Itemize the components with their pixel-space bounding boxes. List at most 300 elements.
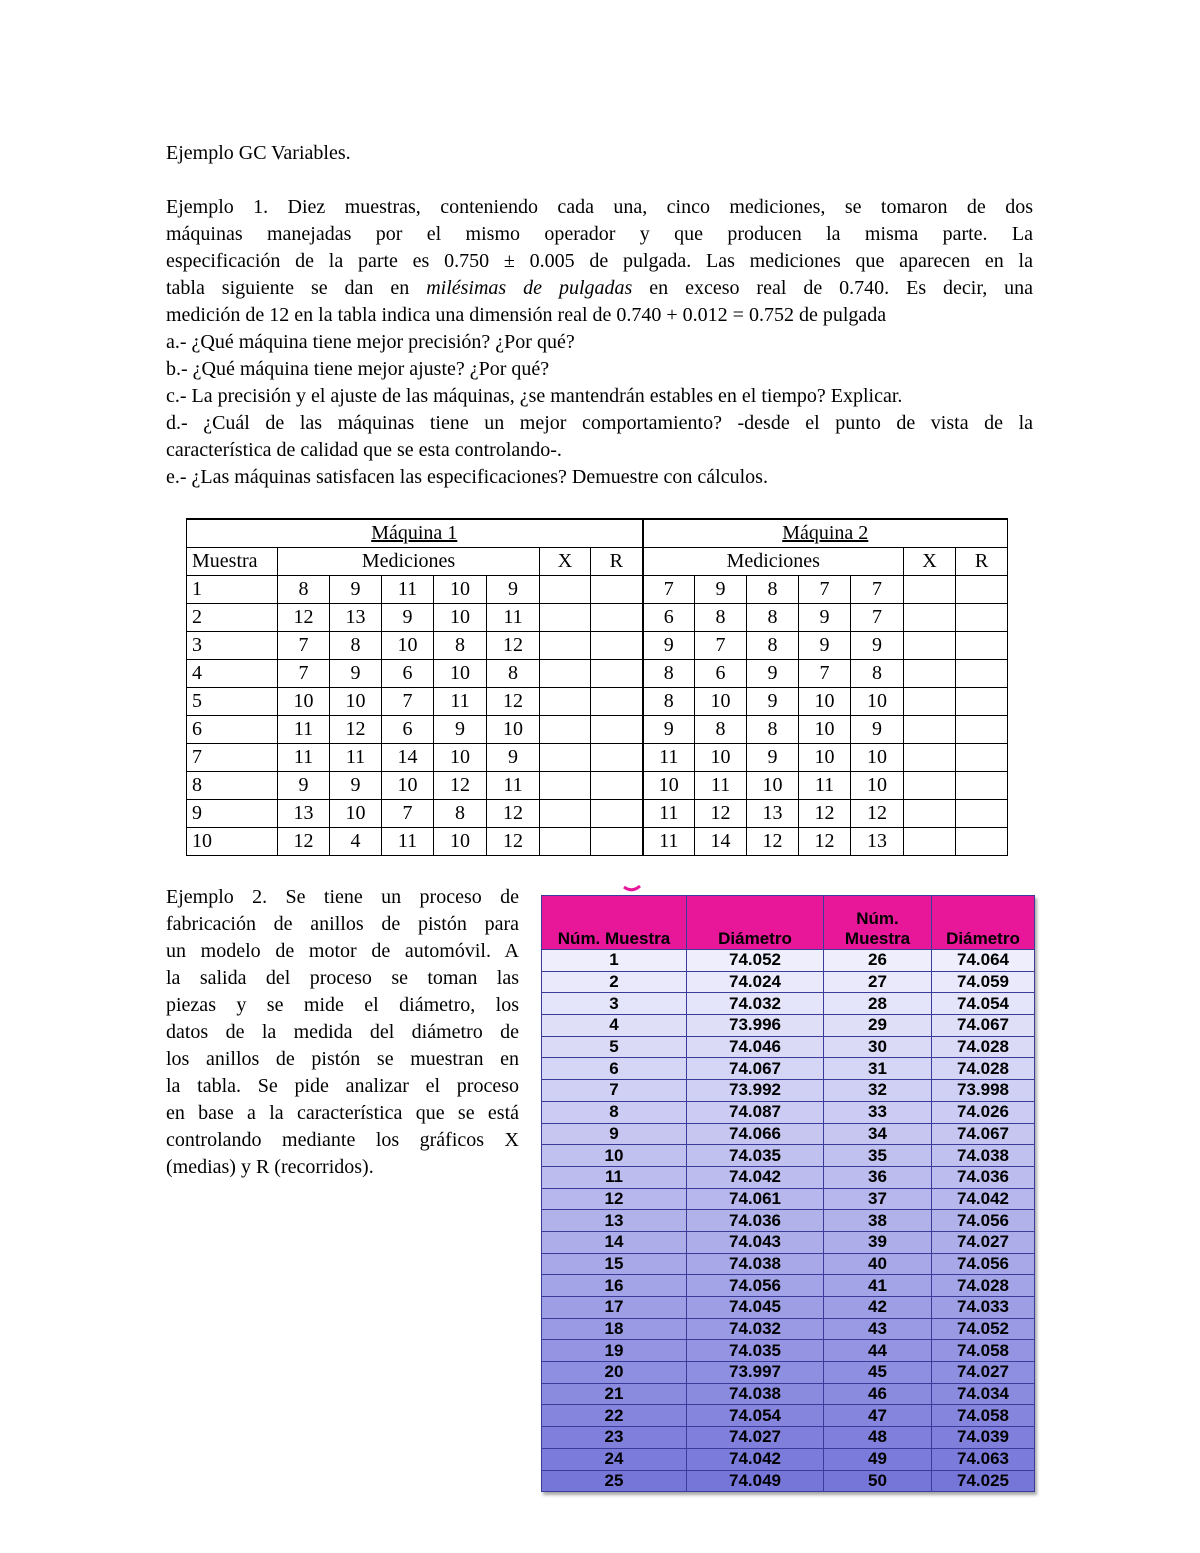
- machine-1-measurement-cell: 11: [487, 604, 540, 632]
- machine-2-measurement-cell: 10: [695, 688, 747, 716]
- machine-1-measurement-cell: 10: [434, 660, 487, 688]
- machine-1-measurement-cell: 9: [330, 772, 382, 800]
- machine-2-measurement-cell: 9: [799, 604, 851, 632]
- question-d-continued: característica de calidad que se esta controlando-.: [166, 439, 562, 461]
- table-row: [542, 1210, 1035, 1232]
- diameter-cell: 74.027: [932, 1362, 1035, 1384]
- diameter-cell: 74.038: [932, 1145, 1035, 1167]
- machines-table-body: [187, 519, 1008, 856]
- sample-number-cell: 33: [824, 1101, 932, 1123]
- machine-1-measurement-cell: 10: [434, 744, 487, 772]
- machine-2-measurement-cell: 12: [747, 828, 799, 856]
- sample-number-cell: 20: [542, 1362, 687, 1384]
- machine-1-measurement-cell: 13: [278, 800, 330, 828]
- paragraph-line: controlando mediante los gráficos X: [166, 1129, 519, 1151]
- sample-number-cell: 45: [824, 1362, 932, 1384]
- sample-number-cell: 7: [542, 1080, 687, 1102]
- paragraph-line: los anillos de pistón se muestran en: [166, 1048, 519, 1070]
- machine-1-r-cell: [591, 604, 643, 632]
- pink-mark-decoration: [623, 885, 641, 893]
- sample-number-cell: 15: [542, 1253, 687, 1275]
- machine-2-x-cell: [904, 576, 956, 604]
- machine-1-measurement-cell: 14: [382, 744, 434, 772]
- sample-number-cell: 16: [542, 1275, 687, 1297]
- diameter-cell: 74.043: [687, 1231, 824, 1253]
- machine-2-measurement-cell: 14: [695, 828, 747, 856]
- sample-number-cell: 2: [187, 604, 278, 632]
- sample-number-cell: 2: [542, 971, 687, 993]
- machine-2-r-cell: [956, 828, 1008, 856]
- machine-1-measurement-cell: 8: [434, 632, 487, 660]
- sample-number-cell: 47: [824, 1405, 932, 1427]
- diameter-cell: 74.063: [932, 1448, 1035, 1470]
- table-row: [187, 576, 1008, 604]
- sample-number-cell: 3: [187, 632, 278, 660]
- muestra-header: Muestra: [187, 548, 278, 576]
- diameter-cell: 74.058: [932, 1340, 1035, 1362]
- machine-1-measurement-cell: 9: [382, 604, 434, 632]
- table-row: [542, 1405, 1035, 1427]
- machine-2-measurement-cell: 10: [695, 744, 747, 772]
- diameter-cell: 73.992: [687, 1080, 824, 1102]
- machine-2-measurement-cell: 12: [851, 800, 904, 828]
- diameter-cell: 74.038: [687, 1383, 824, 1405]
- sample-number-cell: 43: [824, 1318, 932, 1340]
- machine-1-measurement-cell: 12: [487, 688, 540, 716]
- sample-number-cell: 25: [542, 1470, 687, 1492]
- num-muestra-header: Núm. Muestra: [542, 896, 687, 950]
- machine-1-x-cell: [540, 660, 591, 688]
- diameter-cell: 74.032: [687, 1318, 824, 1340]
- machine-1-measurement-cell: 11: [434, 688, 487, 716]
- sample-number-cell: 22: [542, 1405, 687, 1427]
- sample-number-cell: 30: [824, 1036, 932, 1058]
- sample-number-cell: 5: [187, 688, 278, 716]
- machine-2-r-cell: [956, 604, 1008, 632]
- paragraph-line: piezas y se mide el diámetro, los: [166, 994, 519, 1016]
- sample-number-cell: 50: [824, 1470, 932, 1492]
- paragraph-line: [166, 275, 1033, 302]
- machine-2-x-cell: [904, 688, 956, 716]
- machine-1-measurement-cell: 10: [434, 604, 487, 632]
- diameter-cell: 74.045: [687, 1297, 824, 1319]
- diameter-cell: 74.067: [687, 1058, 824, 1080]
- diameter-cell: 74.039: [932, 1427, 1035, 1449]
- paragraph-line: la tabla. Se pide analizar el proceso: [166, 1075, 519, 1097]
- r-2-header: R: [956, 548, 1008, 576]
- machine-1-measurement-cell: 8: [330, 632, 382, 660]
- sample-number-cell: 4: [187, 660, 278, 688]
- diameter-cell: 74.056: [932, 1253, 1035, 1275]
- machine-1-x-cell: [540, 744, 591, 772]
- machine-2-measurement-cell: 8: [643, 688, 695, 716]
- machine-2-measurement-cell: 9: [747, 744, 799, 772]
- sample-number-cell: 18: [542, 1318, 687, 1340]
- machine-1-measurement-cell: 11: [278, 716, 330, 744]
- machine-1-measurement-cell: 4: [330, 828, 382, 856]
- sample-number-cell: 31: [824, 1058, 932, 1080]
- emphasis-text: milésimas de pulgadas: [426, 277, 633, 299]
- diameter-cell: 74.027: [687, 1427, 824, 1449]
- machine-1-r-cell: [591, 576, 643, 604]
- table-row: [542, 971, 1035, 993]
- machine-1-measurement-cell: 10: [382, 772, 434, 800]
- diameter-cell: 74.038: [687, 1253, 824, 1275]
- machine-1-measurement-cell: 9: [330, 660, 382, 688]
- paragraph-line: la salida del proceso se toman las: [166, 967, 519, 989]
- diameter-cell: 74.033: [932, 1297, 1035, 1319]
- sample-number-cell: 23: [542, 1427, 687, 1449]
- table-row: [542, 1015, 1035, 1037]
- diameter-cell: 74.064: [932, 950, 1035, 972]
- table-row: [187, 604, 1008, 632]
- sample-number-cell: 40: [824, 1253, 932, 1275]
- sample-number-cell: 12: [542, 1188, 687, 1210]
- example-1-text: [166, 194, 1033, 491]
- machine-2-measurement-cell: 10: [747, 772, 799, 800]
- question-c: c.- La precisión y el ajuste de las máquinas, ¿se mantendrán estables en el tiempo? Explicar.: [166, 385, 903, 407]
- sample-number-cell: 21: [542, 1383, 687, 1405]
- sample-number-cell: 1: [542, 950, 687, 972]
- mediciones-2-header: Mediciones: [643, 548, 904, 576]
- diameter-cell: 74.036: [687, 1210, 824, 1232]
- paragraph-line: fabricación de anillos de pistón para: [166, 913, 519, 935]
- diameter-cell: 74.028: [932, 1275, 1035, 1297]
- column-header-row: [187, 548, 1008, 576]
- question-b: b.- ¿Qué máquina tiene mejor ajuste? ¿Por qué?: [166, 358, 550, 380]
- machine-1-measurement-cell: 8: [278, 576, 330, 604]
- sample-number-cell: 6: [542, 1058, 687, 1080]
- table-row: [542, 1080, 1035, 1102]
- machine-1-measurement-cell: 10: [330, 688, 382, 716]
- paragraph-line: máquinas manejadas por el mismo operador y que producen la misma parte. La: [166, 223, 1033, 245]
- sample-number-cell: 38: [824, 1210, 932, 1232]
- r-1-header: R: [591, 548, 643, 576]
- machine-2-measurement-cell: 9: [643, 632, 695, 660]
- machine-2-measurement-cell: 8: [747, 604, 799, 632]
- table-row: [542, 1383, 1035, 1405]
- machine-2-measurement-cell: 8: [747, 632, 799, 660]
- machine-2-measurement-cell: 11: [695, 772, 747, 800]
- mediciones-1-header: Mediciones: [278, 548, 540, 576]
- machine-1-x-cell: [540, 716, 591, 744]
- sample-number-cell: 32: [824, 1080, 932, 1102]
- question-d: d.- ¿Cuál de las máquinas tiene un mejor comportamiento? -desde el punto de vista de la: [166, 412, 1033, 434]
- paragraph-line: Ejemplo 2. Se tiene un proceso de: [166, 886, 519, 908]
- machine-1-measurement-cell: 9: [434, 716, 487, 744]
- table-row: [542, 1101, 1035, 1123]
- machine-2-measurement-cell: 11: [643, 744, 695, 772]
- x-1-header: X: [540, 548, 591, 576]
- machine-1-measurement-cell: 10: [278, 688, 330, 716]
- machine-1-r-cell: [591, 632, 643, 660]
- machine-2-measurement-cell: 9: [747, 660, 799, 688]
- sample-number-cell: 39: [824, 1231, 932, 1253]
- table-row: [542, 1297, 1035, 1319]
- machine-2-r-cell: [956, 716, 1008, 744]
- sample-number-cell: 37: [824, 1188, 932, 1210]
- machine-2-measurement-cell: 8: [747, 716, 799, 744]
- machine-1-measurement-cell: 11: [382, 576, 434, 604]
- machine-2-measurement-cell: 10: [799, 716, 851, 744]
- machine-1-measurement-cell: 10: [434, 828, 487, 856]
- sample-number-cell: 8: [187, 772, 278, 800]
- machine-1-measurement-cell: 7: [278, 660, 330, 688]
- sample-number-cell: 24: [542, 1448, 687, 1470]
- machine-1-measurement-cell: 9: [487, 744, 540, 772]
- machine-2-measurement-cell: 10: [851, 744, 904, 772]
- machine-2-measurement-cell: 13: [747, 800, 799, 828]
- machine-1-measurement-cell: 12: [278, 604, 330, 632]
- machine-2-measurement-cell: 10: [851, 772, 904, 800]
- machine-2-measurement-cell: 10: [799, 744, 851, 772]
- diameter-cell: 74.056: [687, 1275, 824, 1297]
- machine-1-measurement-cell: 10: [487, 716, 540, 744]
- paragraph-line: en base a la característica que se está: [166, 1102, 519, 1124]
- diameter-cell: 74.028: [932, 1036, 1035, 1058]
- machine-2-header: Máquina 2: [643, 519, 1008, 548]
- diameter-cell: 74.028: [932, 1058, 1035, 1080]
- table-row: [542, 1231, 1035, 1253]
- machine-2-measurement-cell: 11: [799, 772, 851, 800]
- sample-number-cell: 46: [824, 1383, 932, 1405]
- diameter-cell: 74.059: [932, 971, 1035, 993]
- machine-2-measurement-cell: 6: [695, 660, 747, 688]
- sample-number-cell: 8: [542, 1101, 687, 1123]
- machine-2-measurement-cell: 12: [695, 800, 747, 828]
- sample-number-cell: 17: [542, 1297, 687, 1319]
- sample-number-cell: 34: [824, 1123, 932, 1145]
- diameter-cell: 73.997: [687, 1362, 824, 1384]
- sample-number-cell: 7: [187, 744, 278, 772]
- table-row: [542, 1318, 1035, 1340]
- machine-1-x-cell: [540, 576, 591, 604]
- table-row: [542, 1145, 1035, 1167]
- sample-number-cell: 4: [542, 1015, 687, 1037]
- paragraph-line: medición de 12 en la tabla indica una dimensión real de 0.740 + 0.012 = 0.752 de pulgada: [166, 304, 887, 326]
- sample-number-cell: 3: [542, 993, 687, 1015]
- diameter-cell: 74.035: [687, 1145, 824, 1167]
- machine-2-r-cell: [956, 800, 1008, 828]
- machine-2-measurement-cell: 12: [799, 828, 851, 856]
- text-segment: en exceso real de 0.740. Es decir, una: [649, 277, 1034, 299]
- sample-number-cell: 9: [187, 800, 278, 828]
- machine-1-measurement-cell: 13: [330, 604, 382, 632]
- diameter-cell: 74.052: [932, 1318, 1035, 1340]
- diameter-cell: 74.027: [932, 1231, 1035, 1253]
- diameter-cell: 74.036: [932, 1166, 1035, 1188]
- machine-2-measurement-cell: 8: [695, 604, 747, 632]
- diameter-cell: 74.035: [687, 1340, 824, 1362]
- table-row: [187, 828, 1008, 856]
- machine-2-measurement-cell: 8: [695, 716, 747, 744]
- machine-1-r-cell: [591, 688, 643, 716]
- machine-2-measurement-cell: 13: [851, 828, 904, 856]
- machine-2-measurement-cell: 6: [643, 604, 695, 632]
- machine-2-measurement-cell: 7: [851, 576, 904, 604]
- diameter-cell: 74.042: [687, 1448, 824, 1470]
- machine-2-measurement-cell: 10: [643, 772, 695, 800]
- table-row: [187, 716, 1008, 744]
- machines-table: [186, 518, 1008, 856]
- diameter-cell: 74.087: [687, 1101, 824, 1123]
- machine-1-measurement-cell: 11: [278, 744, 330, 772]
- machine-2-measurement-cell: 9: [695, 576, 747, 604]
- table-row: [542, 1036, 1035, 1058]
- machine-1-x-cell: [540, 772, 591, 800]
- table-row: [187, 800, 1008, 828]
- machine-1-measurement-cell: 8: [487, 660, 540, 688]
- table-row: [542, 1362, 1035, 1384]
- machine-1-measurement-cell: 12: [487, 800, 540, 828]
- table-row: [542, 1275, 1035, 1297]
- diameter-cell: 73.996: [687, 1015, 824, 1037]
- machine-2-measurement-cell: 11: [643, 828, 695, 856]
- machine-2-r-cell: [956, 660, 1008, 688]
- machine-1-measurement-cell: 7: [278, 632, 330, 660]
- sample-number-cell: 28: [824, 993, 932, 1015]
- sample-number-cell: 35: [824, 1145, 932, 1167]
- machine-2-r-cell: [956, 772, 1008, 800]
- diameter-cell: 74.046: [687, 1036, 824, 1058]
- table-row: [187, 632, 1008, 660]
- machine-1-measurement-cell: 6: [382, 660, 434, 688]
- machine-1-measurement-cell: 10: [434, 576, 487, 604]
- machine-2-measurement-cell: 7: [695, 632, 747, 660]
- diameter-cell: 74.056: [932, 1210, 1035, 1232]
- piston-table-header-row: [542, 896, 1035, 950]
- sample-number-cell: 27: [824, 971, 932, 993]
- sample-number-cell: 13: [542, 1210, 687, 1232]
- sample-number-cell: 11: [542, 1166, 687, 1188]
- table-row: [187, 772, 1008, 800]
- machine-1-r-cell: [591, 744, 643, 772]
- paragraph-line: datos de la medida del diámetro de: [166, 1021, 519, 1043]
- text-segment: tabla siguiente se dan en: [166, 277, 410, 299]
- diameter-cell: 74.042: [932, 1188, 1035, 1210]
- machine-2-x-cell: [904, 632, 956, 660]
- question-e: e.- ¿Las máquinas satisfacen las especificaciones? Demuestre con cálculos.: [166, 466, 768, 488]
- machine-2-measurement-cell: 7: [851, 604, 904, 632]
- diameter-cell: 74.054: [932, 993, 1035, 1015]
- diametro-header: Diámetro: [687, 896, 824, 950]
- machine-1-measurement-cell: 9: [278, 772, 330, 800]
- machine-2-x-cell: [904, 660, 956, 688]
- table-row: [542, 1253, 1035, 1275]
- diameter-cell: 74.058: [932, 1405, 1035, 1427]
- machine-2-measurement-cell: 12: [799, 800, 851, 828]
- machine-header-row: [187, 519, 1008, 548]
- machine-1-r-cell: [591, 828, 643, 856]
- diameter-cell: 74.067: [932, 1123, 1035, 1145]
- machine-2-measurement-cell: 9: [643, 716, 695, 744]
- machine-1-measurement-cell: 12: [487, 632, 540, 660]
- machine-1-measurement-cell: 9: [487, 576, 540, 604]
- table-row: [542, 1448, 1035, 1470]
- paragraph-line: un modelo de motor de automóvil. A: [166, 940, 519, 962]
- machine-2-x-cell: [904, 744, 956, 772]
- machine-1-x-cell: [540, 688, 591, 716]
- machine-2-measurement-cell: 9: [799, 632, 851, 660]
- diameter-cell: 74.052: [687, 950, 824, 972]
- diameter-cell: 74.061: [687, 1188, 824, 1210]
- sample-number-cell: 5: [542, 1036, 687, 1058]
- machine-2-r-cell: [956, 744, 1008, 772]
- table-row: [542, 1123, 1035, 1145]
- machine-1-r-cell: [591, 800, 643, 828]
- machine-1-measurement-cell: 12: [434, 772, 487, 800]
- machine-2-x-cell: [904, 772, 956, 800]
- diameter-cell: 74.032: [687, 993, 824, 1015]
- paragraph-line: especificación de la parte es 0.750 ± 0.005 de pulgada. Las mediciones que aparecen en la: [166, 250, 1033, 272]
- table-row: [542, 1340, 1035, 1362]
- piston-rings-table-body: [542, 896, 1035, 1492]
- machine-1-measurement-cell: 12: [487, 828, 540, 856]
- sample-number-cell: 6: [187, 716, 278, 744]
- machine-1-measurement-cell: 12: [330, 716, 382, 744]
- machine-2-measurement-cell: 8: [851, 660, 904, 688]
- sample-number-cell: 49: [824, 1448, 932, 1470]
- sample-number-cell: 14: [542, 1231, 687, 1253]
- machine-2-x-cell: [904, 604, 956, 632]
- diametro-header: Diámetro: [932, 896, 1035, 950]
- machine-2-measurement-cell: 9: [851, 632, 904, 660]
- machine-1-measurement-cell: 11: [487, 772, 540, 800]
- sample-number-cell: 9: [542, 1123, 687, 1145]
- sample-number-cell: 29: [824, 1015, 932, 1037]
- diameter-cell: 74.067: [932, 1015, 1035, 1037]
- machine-1-measurement-cell: 7: [382, 688, 434, 716]
- diameter-cell: 74.042: [687, 1166, 824, 1188]
- diameter-cell: 74.025: [932, 1470, 1035, 1492]
- machine-1-x-cell: [540, 604, 591, 632]
- sample-number-cell: 44: [824, 1340, 932, 1362]
- table-row: [542, 1188, 1035, 1210]
- sample-number-cell: 36: [824, 1166, 932, 1188]
- machine-1-r-cell: [591, 772, 643, 800]
- piston-rings-table: [541, 895, 1035, 1492]
- sample-number-cell: 42: [824, 1297, 932, 1319]
- machine-2-measurement-cell: 10: [799, 688, 851, 716]
- machine-2-x-cell: [904, 800, 956, 828]
- table-row: [542, 1058, 1035, 1080]
- machine-2-r-cell: [956, 576, 1008, 604]
- table-row: [187, 660, 1008, 688]
- table-row: [542, 993, 1035, 1015]
- diameter-cell: 74.054: [687, 1405, 824, 1427]
- machine-1-r-cell: [591, 716, 643, 744]
- machine-2-measurement-cell: 7: [799, 576, 851, 604]
- diameter-cell: 74.034: [932, 1383, 1035, 1405]
- machine-2-measurement-cell: 10: [851, 688, 904, 716]
- sample-number-cell: 48: [824, 1427, 932, 1449]
- machine-1-measurement-cell: 12: [278, 828, 330, 856]
- diameter-cell: 73.998: [932, 1080, 1035, 1102]
- machine-2-measurement-cell: 8: [643, 660, 695, 688]
- machine-2-measurement-cell: 11: [643, 800, 695, 828]
- sample-number-cell: 41: [824, 1275, 932, 1297]
- sample-number-cell: 10: [187, 828, 278, 856]
- diameter-cell: 74.026: [932, 1101, 1035, 1123]
- sample-number-cell: 10: [542, 1145, 687, 1167]
- table-row: [542, 1427, 1035, 1449]
- sample-number-cell: 1: [187, 576, 278, 604]
- machine-1-measurement-cell: 8: [434, 800, 487, 828]
- machine-1-measurement-cell: 6: [382, 716, 434, 744]
- diameter-cell: 74.049: [687, 1470, 824, 1492]
- example-2-text: [166, 884, 519, 1181]
- machine-1-x-cell: [540, 828, 591, 856]
